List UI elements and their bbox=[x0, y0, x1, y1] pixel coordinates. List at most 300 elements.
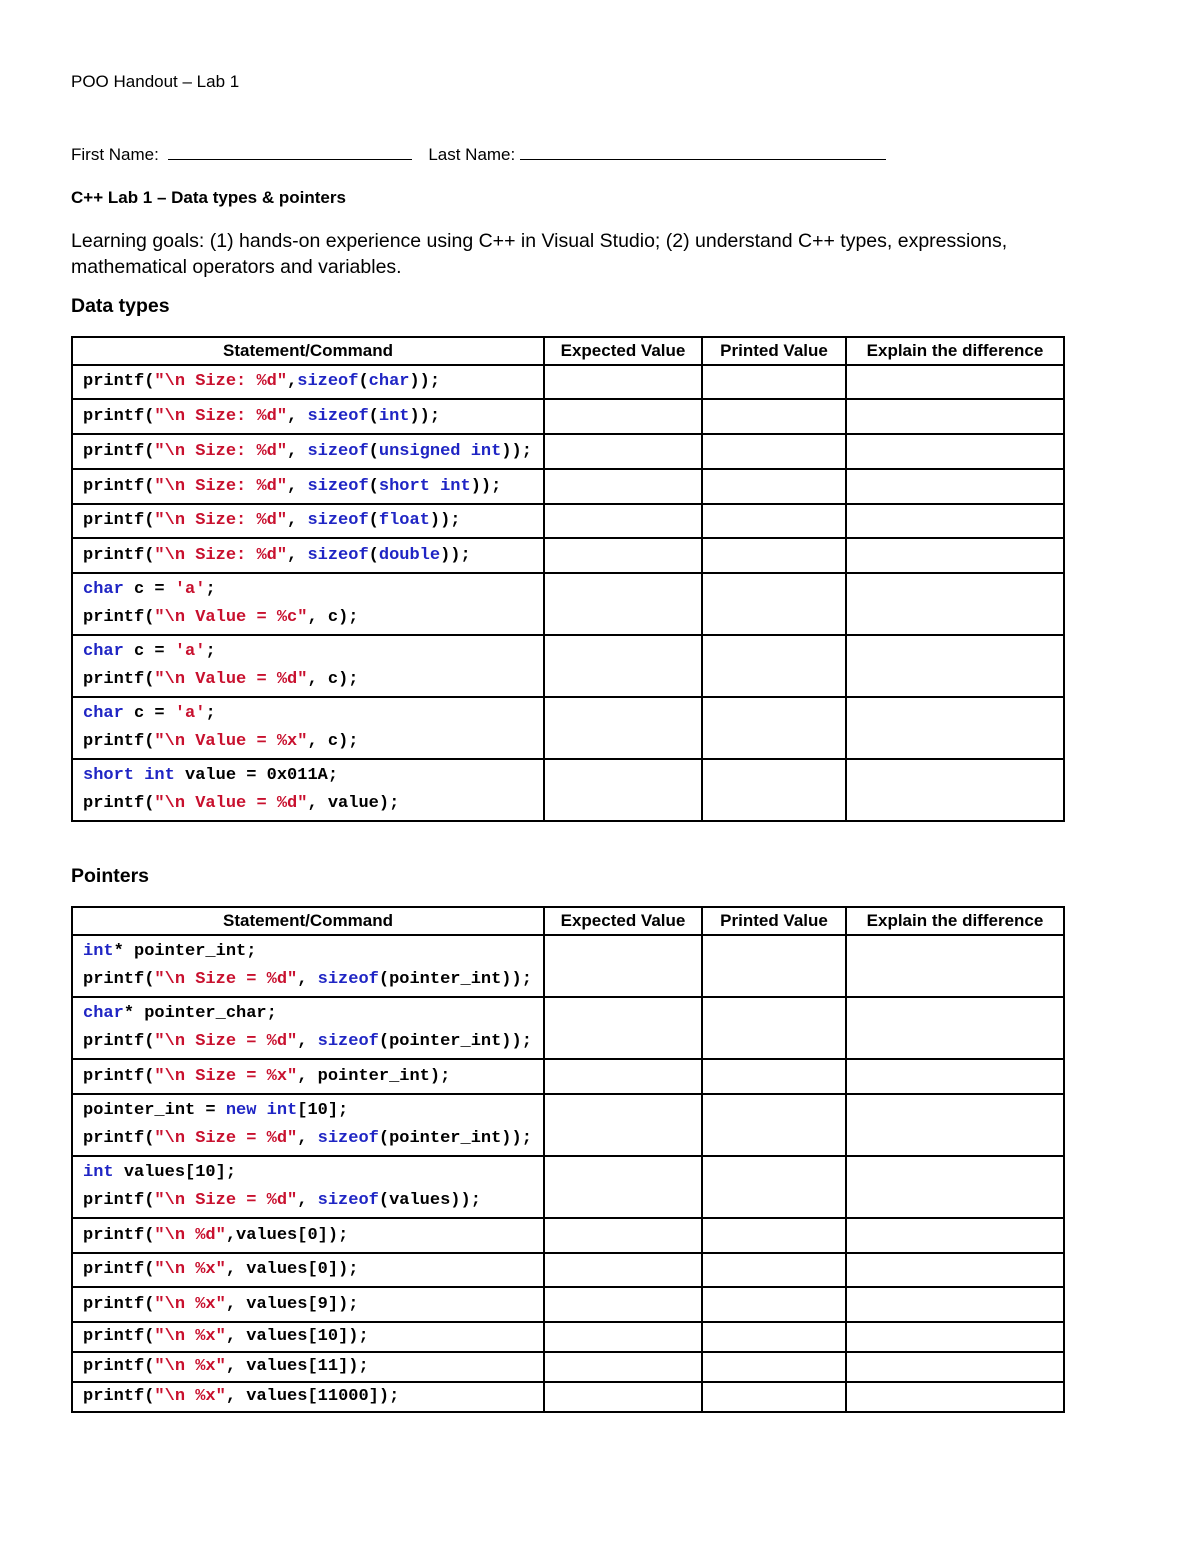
code-token: ; bbox=[327, 766, 339, 785]
code-token: values bbox=[246, 1327, 308, 1346]
code-keyword: int bbox=[83, 1163, 114, 1182]
last-name-field[interactable] bbox=[520, 143, 886, 160]
code-token: ; bbox=[266, 1004, 277, 1023]
code-string: "\n %d" bbox=[154, 1225, 226, 1245]
code-token: ); bbox=[338, 608, 359, 627]
code-token: ( bbox=[358, 372, 369, 391]
code-string: "\n Size: %d" bbox=[154, 441, 288, 461]
expected-value-cell[interactable] bbox=[544, 1253, 702, 1287]
code-token: ( bbox=[368, 476, 379, 496]
statement-cell bbox=[72, 697, 544, 759]
statement-cell bbox=[72, 1059, 544, 1094]
data-types-heading: Data types bbox=[71, 295, 170, 317]
code-keyword: char bbox=[368, 372, 410, 391]
code-token: c bbox=[134, 580, 145, 599]
explanation-cell[interactable] bbox=[846, 469, 1064, 504]
code-line bbox=[83, 728, 543, 756]
code-token: printf bbox=[83, 1225, 145, 1245]
table-row bbox=[72, 469, 1064, 504]
code-line bbox=[83, 1028, 543, 1056]
code-token: = bbox=[144, 642, 175, 661]
code-line bbox=[83, 1125, 543, 1153]
table-header-row bbox=[72, 337, 1064, 365]
explanation-cell[interactable] bbox=[846, 399, 1064, 434]
expected-value-cell[interactable] bbox=[544, 1382, 702, 1412]
code-token: values bbox=[246, 1294, 308, 1314]
code-keyword: sizeof bbox=[317, 1129, 379, 1148]
code-token: printf bbox=[83, 1129, 145, 1148]
code-token: * bbox=[113, 942, 135, 961]
column-header: Explain the difference bbox=[846, 907, 1064, 935]
explanation-cell[interactable] bbox=[846, 759, 1064, 821]
code-string: "\n %x" bbox=[154, 1294, 226, 1314]
code-token: values bbox=[246, 1357, 308, 1376]
code-string: 'a' bbox=[174, 580, 206, 599]
code-token: pointer_int bbox=[83, 1101, 196, 1120]
code-line bbox=[83, 507, 543, 535]
code-keyword: sizeof bbox=[317, 1191, 379, 1210]
statement-cell bbox=[72, 1218, 544, 1253]
code-token: ; bbox=[205, 704, 216, 723]
code-token: = bbox=[144, 580, 175, 599]
code-token: printf bbox=[83, 372, 145, 391]
code-keyword: char bbox=[83, 580, 124, 599]
code-string: "\n %x" bbox=[154, 1387, 226, 1406]
code-token: = 0 bbox=[236, 766, 277, 785]
code-token bbox=[124, 642, 134, 661]
code-token: , bbox=[287, 511, 308, 530]
statement-cell bbox=[72, 1253, 544, 1287]
expected-value-cell[interactable] bbox=[544, 697, 702, 759]
code-keyword: unsigned bbox=[378, 441, 461, 461]
code-string: "\n Size = %d" bbox=[154, 1191, 298, 1210]
code-token: )); bbox=[501, 441, 532, 461]
statement-cell bbox=[72, 365, 544, 399]
code-token: ( bbox=[368, 441, 379, 461]
explanation-cell[interactable] bbox=[846, 1253, 1064, 1287]
explanation-cell[interactable] bbox=[846, 1322, 1064, 1352]
expected-value-cell[interactable] bbox=[544, 1218, 702, 1253]
page-header: POO Handout – Lab 1 bbox=[71, 72, 240, 91]
code-keyword: double bbox=[378, 545, 441, 565]
code-line bbox=[83, 666, 543, 694]
printed-value-cell[interactable] bbox=[702, 573, 846, 635]
code-line bbox=[83, 938, 543, 966]
statement-cell bbox=[72, 1094, 544, 1156]
expected-value-cell[interactable] bbox=[544, 935, 702, 997]
code-string: 'a' bbox=[174, 642, 206, 661]
code-token: ( bbox=[144, 1260, 155, 1279]
expected-value-cell[interactable] bbox=[544, 1156, 702, 1218]
code-token: value bbox=[185, 766, 237, 785]
column-header: Explain the difference bbox=[846, 337, 1064, 365]
code-token: [0]); bbox=[297, 1225, 349, 1245]
table-row bbox=[72, 1253, 1064, 1287]
code-token: ( bbox=[144, 1327, 155, 1346]
column-header: Printed Value bbox=[702, 907, 846, 935]
table-row bbox=[72, 997, 1064, 1059]
code-string: "\n Size: %d" bbox=[154, 476, 288, 496]
code-token: ( bbox=[144, 670, 155, 689]
code-token: ( bbox=[144, 1191, 155, 1210]
code-token: , bbox=[297, 1129, 318, 1148]
code-keyword: char bbox=[83, 642, 124, 661]
code-token bbox=[461, 442, 471, 461]
code-string: "\n Size: %d" bbox=[154, 372, 288, 391]
code-token: printf bbox=[83, 441, 145, 461]
code-token bbox=[175, 766, 185, 785]
code-token: ( bbox=[368, 545, 379, 565]
code-line bbox=[83, 438, 543, 466]
code-token: ( bbox=[144, 1357, 155, 1376]
code-token: , bbox=[287, 372, 298, 391]
code-token: pointer_int bbox=[389, 1032, 502, 1051]
code-token: ( bbox=[144, 372, 155, 391]
code-token: ); bbox=[378, 794, 400, 813]
code-token: [10]; bbox=[297, 1101, 349, 1120]
code-token: ( bbox=[144, 1032, 155, 1051]
code-token: , bbox=[297, 970, 318, 989]
code-line bbox=[83, 638, 543, 666]
code-string: "\n %x" bbox=[154, 1327, 226, 1346]
code-token: , bbox=[225, 1294, 247, 1314]
printed-value-cell[interactable] bbox=[702, 1094, 846, 1156]
column-header: Expected Value bbox=[544, 907, 702, 935]
statement-cell bbox=[72, 1382, 544, 1412]
code-token: ( bbox=[144, 794, 155, 813]
code-token: printf bbox=[83, 670, 145, 689]
code-token: ( bbox=[144, 970, 155, 989]
table-row bbox=[72, 434, 1064, 469]
code-token: , bbox=[297, 1066, 318, 1086]
code-token: x011A bbox=[276, 766, 328, 785]
code-token: ( bbox=[144, 1129, 155, 1148]
table-row bbox=[72, 1059, 1064, 1094]
table-row bbox=[72, 1322, 1064, 1352]
printed-value-cell[interactable] bbox=[702, 697, 846, 759]
code-token: values bbox=[123, 1163, 186, 1182]
learning-goals: Learning goals: (1) hands-on experience using C++ in Visual Studio; (2) understand C++ types, expressions, mathematical operators and variables. bbox=[71, 230, 1008, 278]
code-token: [0]); bbox=[307, 1260, 359, 1279]
code-token: values bbox=[236, 1225, 298, 1245]
statement-cell bbox=[72, 1322, 544, 1352]
printed-value-cell[interactable] bbox=[702, 1253, 846, 1287]
table-row bbox=[72, 1287, 1064, 1322]
statement-cell bbox=[72, 573, 544, 635]
code-token: )); bbox=[501, 1129, 532, 1148]
code-token: [9]); bbox=[307, 1294, 359, 1314]
code-line bbox=[83, 1222, 543, 1250]
code-line bbox=[83, 604, 543, 632]
code-token: ( bbox=[368, 406, 379, 426]
code-token: ( bbox=[144, 1387, 155, 1406]
code-token: , bbox=[307, 794, 328, 813]
code-token: pointer_int bbox=[389, 970, 502, 989]
code-line bbox=[83, 1353, 543, 1381]
code-token: values bbox=[246, 1387, 308, 1406]
explanation-cell[interactable] bbox=[846, 504, 1064, 538]
code-token: )); bbox=[470, 476, 502, 496]
code-string: "\n Size = %x" bbox=[154, 1066, 298, 1086]
code-line bbox=[83, 368, 543, 396]
expected-value-cell[interactable] bbox=[544, 1059, 702, 1094]
expected-value-cell[interactable] bbox=[544, 538, 702, 573]
code-token: printf bbox=[83, 1032, 145, 1051]
code-token: ); bbox=[338, 732, 359, 751]
code-line bbox=[83, 1187, 543, 1215]
expected-value-cell[interactable] bbox=[544, 399, 702, 434]
code-token: printf bbox=[83, 1387, 145, 1406]
code-keyword: int bbox=[266, 1101, 298, 1120]
code-token: ; bbox=[205, 580, 216, 599]
code-line bbox=[83, 576, 543, 604]
table-row bbox=[72, 504, 1064, 538]
code-token: printf bbox=[83, 511, 145, 530]
code-line bbox=[83, 1256, 543, 1284]
code-keyword: sizeof bbox=[317, 1032, 379, 1051]
code-string: "\n Size = %d" bbox=[154, 970, 298, 989]
code-token: printf bbox=[83, 406, 145, 426]
expected-value-cell[interactable] bbox=[544, 504, 702, 538]
code-token: )); bbox=[501, 970, 532, 989]
explanation-cell[interactable] bbox=[846, 573, 1064, 635]
code-token bbox=[256, 1101, 266, 1120]
code-token: printf bbox=[83, 732, 145, 751]
code-string: "\n %x" bbox=[154, 1260, 226, 1279]
code-token: printf bbox=[83, 476, 145, 496]
code-token: c bbox=[327, 732, 339, 751]
code-keyword: sizeof bbox=[307, 441, 369, 461]
code-token: pointer_int bbox=[134, 942, 247, 961]
code-token: , bbox=[307, 608, 328, 627]
code-line bbox=[83, 762, 543, 790]
code-line bbox=[83, 966, 543, 994]
explanation-cell[interactable] bbox=[846, 538, 1064, 573]
code-string: "\n Size: %d" bbox=[154, 406, 288, 426]
code-token: pointer_char bbox=[144, 1004, 267, 1023]
code-token: )); bbox=[440, 545, 471, 565]
code-token: , bbox=[307, 732, 328, 751]
code-token: ( bbox=[144, 1066, 155, 1086]
code-string: "\n Value = %d" bbox=[154, 670, 308, 689]
printed-value-cell[interactable] bbox=[702, 1382, 846, 1412]
statement-cell bbox=[72, 1352, 544, 1382]
code-token: ( bbox=[378, 1032, 390, 1051]
table-row bbox=[72, 365, 1064, 399]
code-keyword: int bbox=[470, 441, 502, 461]
table-row bbox=[72, 1094, 1064, 1156]
code-string: "\n Size: %d" bbox=[154, 511, 288, 530]
code-token: printf bbox=[83, 1327, 145, 1346]
code-keyword: sizeof bbox=[297, 372, 359, 391]
code-token: [11]); bbox=[307, 1357, 369, 1376]
explanation-cell[interactable] bbox=[846, 1156, 1064, 1218]
code-token: ( bbox=[378, 1191, 390, 1210]
statement-cell bbox=[72, 538, 544, 573]
printed-value-cell[interactable] bbox=[702, 1287, 846, 1322]
code-line bbox=[83, 700, 543, 728]
name-row bbox=[71, 143, 886, 165]
explanation-cell[interactable] bbox=[846, 1218, 1064, 1253]
expected-value-cell[interactable] bbox=[544, 1322, 702, 1352]
code-token: , bbox=[225, 1327, 247, 1346]
code-keyword: new bbox=[225, 1101, 257, 1120]
statement-cell bbox=[72, 504, 544, 538]
explanation-cell[interactable] bbox=[846, 935, 1064, 997]
code-line bbox=[83, 790, 543, 818]
explanation-cell[interactable] bbox=[846, 1059, 1064, 1094]
pointers-table bbox=[71, 906, 1065, 1413]
code-token: values bbox=[246, 1260, 308, 1279]
first-name-field[interactable] bbox=[168, 143, 412, 160]
explanation-cell[interactable] bbox=[846, 997, 1064, 1059]
code-token: , bbox=[287, 545, 308, 565]
table-row bbox=[72, 573, 1064, 635]
statement-cell bbox=[72, 1156, 544, 1218]
table-row bbox=[72, 697, 1064, 759]
statement-cell bbox=[72, 635, 544, 697]
column-header: Expected Value bbox=[544, 337, 702, 365]
expected-value-cell[interactable] bbox=[544, 1352, 702, 1382]
code-keyword: sizeof bbox=[307, 511, 369, 530]
explanation-cell[interactable] bbox=[846, 1352, 1064, 1382]
printed-value-cell[interactable] bbox=[702, 1156, 846, 1218]
code-token: values bbox=[389, 1191, 451, 1210]
code-line bbox=[83, 542, 543, 570]
explanation-cell[interactable] bbox=[846, 434, 1064, 469]
column-header: Statement/Command bbox=[72, 337, 544, 365]
explanation-cell[interactable] bbox=[846, 697, 1064, 759]
statement-cell bbox=[72, 1287, 544, 1322]
code-keyword: int bbox=[83, 942, 114, 961]
code-string: "\n Value = %c" bbox=[154, 608, 308, 627]
code-token: , bbox=[225, 1357, 247, 1376]
code-token bbox=[124, 580, 134, 599]
printed-value-cell[interactable] bbox=[702, 365, 846, 399]
code-token: ( bbox=[144, 1294, 155, 1314]
code-token: = bbox=[195, 1101, 226, 1120]
printed-value-cell[interactable] bbox=[702, 1322, 846, 1352]
code-keyword: sizeof bbox=[307, 476, 369, 496]
expected-value-cell[interactable] bbox=[544, 469, 702, 504]
printed-value-cell[interactable] bbox=[702, 1059, 846, 1094]
code-line bbox=[83, 1000, 543, 1028]
code-token: printf bbox=[83, 1066, 145, 1086]
expected-value-cell[interactable] bbox=[544, 997, 702, 1059]
code-token: ( bbox=[144, 406, 155, 426]
code-token: printf bbox=[83, 1191, 145, 1210]
code-keyword: int bbox=[378, 406, 410, 426]
first-name-label: First Name: bbox=[71, 145, 159, 164]
code-token: )); bbox=[429, 511, 461, 530]
code-token bbox=[430, 477, 440, 496]
explanation-cell[interactable] bbox=[846, 1382, 1064, 1412]
printed-value-cell[interactable] bbox=[702, 434, 846, 469]
printed-value-cell[interactable] bbox=[702, 399, 846, 434]
code-token: ( bbox=[144, 441, 155, 461]
explanation-cell[interactable] bbox=[846, 365, 1064, 399]
expected-value-cell[interactable] bbox=[544, 573, 702, 635]
table-row bbox=[72, 759, 1064, 821]
table-row bbox=[72, 1218, 1064, 1253]
code-token: printf bbox=[83, 1357, 145, 1376]
code-keyword: int bbox=[440, 476, 471, 496]
explanation-cell[interactable] bbox=[846, 1287, 1064, 1322]
code-token: ( bbox=[378, 1129, 390, 1148]
code-token: ( bbox=[144, 1225, 155, 1245]
expected-value-cell[interactable] bbox=[544, 1287, 702, 1322]
code-token: c bbox=[134, 704, 145, 723]
code-token: , bbox=[225, 1260, 247, 1279]
code-keyword: int bbox=[144, 766, 175, 785]
expected-value-cell[interactable] bbox=[544, 759, 702, 821]
printed-value-cell[interactable] bbox=[702, 997, 846, 1059]
printed-value-cell[interactable] bbox=[702, 469, 846, 504]
printed-value-cell[interactable] bbox=[702, 1352, 846, 1382]
code-string: "\n Value = %d" bbox=[154, 794, 308, 813]
code-token: , bbox=[307, 670, 328, 689]
printed-value-cell[interactable] bbox=[702, 504, 846, 538]
table-row bbox=[72, 1352, 1064, 1382]
code-token: , bbox=[297, 1032, 318, 1051]
code-line bbox=[83, 1323, 543, 1351]
pointers-heading: Pointers bbox=[71, 865, 150, 887]
code-token: pointer_int bbox=[317, 1066, 430, 1086]
table-row bbox=[72, 399, 1064, 434]
expected-value-cell[interactable] bbox=[544, 635, 702, 697]
code-keyword: short bbox=[378, 476, 430, 496]
expected-value-cell[interactable] bbox=[544, 434, 702, 469]
explanation-cell[interactable] bbox=[846, 1094, 1064, 1156]
code-token: ( bbox=[144, 476, 155, 496]
printed-value-cell[interactable] bbox=[702, 935, 846, 997]
code-keyword: sizeof bbox=[307, 545, 369, 565]
code-token: ); bbox=[338, 670, 359, 689]
printed-value-cell[interactable] bbox=[702, 759, 846, 821]
code-token: ( bbox=[144, 732, 155, 751]
table-row bbox=[72, 935, 1064, 997]
code-token: , bbox=[287, 476, 308, 496]
code-line bbox=[83, 473, 543, 501]
column-header: Printed Value bbox=[702, 337, 846, 365]
code-token: [10]); bbox=[307, 1327, 369, 1346]
code-token: printf bbox=[83, 545, 145, 565]
expected-value-cell[interactable] bbox=[544, 365, 702, 399]
last-name-label: Last Name: bbox=[428, 145, 516, 164]
explanation-cell[interactable] bbox=[846, 635, 1064, 697]
code-line bbox=[83, 1291, 543, 1319]
printed-value-cell[interactable] bbox=[702, 538, 846, 573]
printed-value-cell[interactable] bbox=[702, 1218, 846, 1253]
code-keyword: char bbox=[83, 1004, 124, 1023]
code-string: "\n Size = %d" bbox=[154, 1129, 298, 1148]
code-keyword: short bbox=[83, 766, 135, 785]
printed-value-cell[interactable] bbox=[702, 635, 846, 697]
code-token: c bbox=[327, 670, 339, 689]
code-token bbox=[114, 1163, 124, 1182]
code-token: printf bbox=[83, 1260, 145, 1279]
code-keyword: float bbox=[378, 511, 430, 530]
column-header: Statement/Command bbox=[72, 907, 544, 935]
table-row bbox=[72, 635, 1064, 697]
code-keyword: sizeof bbox=[317, 970, 379, 989]
code-string: "\n Size = %d" bbox=[154, 1032, 298, 1051]
expected-value-cell[interactable] bbox=[544, 1094, 702, 1156]
code-token: )); bbox=[501, 1032, 532, 1051]
code-token bbox=[124, 704, 134, 723]
statement-cell bbox=[72, 399, 544, 434]
code-token: , bbox=[287, 406, 308, 426]
